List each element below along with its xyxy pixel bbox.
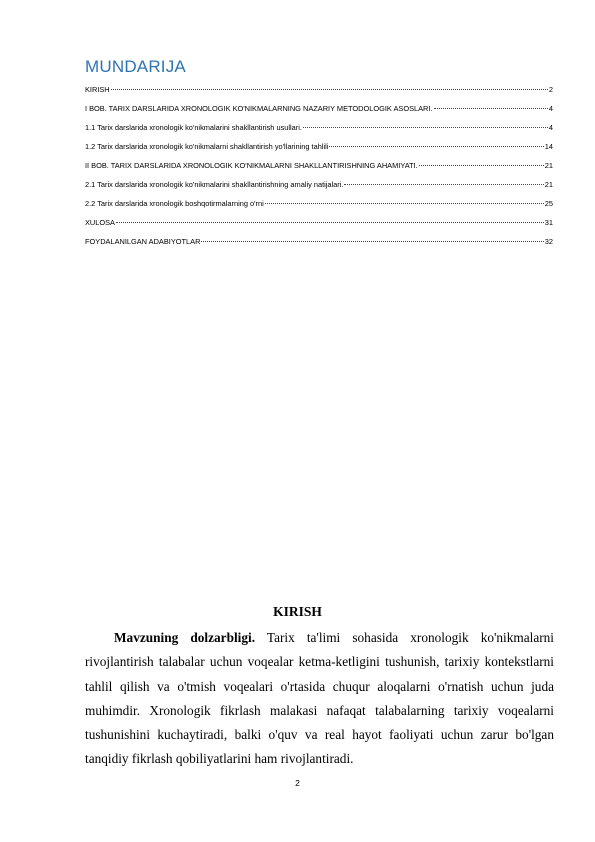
body-text <box>85 626 554 772</box>
toc-leader <box>201 241 543 242</box>
toc-leader <box>116 222 544 223</box>
toc-entry-chapter-1[interactable] <box>85 99 553 118</box>
page-number: 2 <box>295 778 300 788</box>
toc-entry-chapter-2[interactable] <box>85 156 553 175</box>
toc-entry-page: 21 <box>544 161 553 170</box>
toc-entry-text: II BOB. TARIX DARSLARIDA XRONOLOGIK KO'NIKMALARNI SHAKLLANTIRISHNING AHAMIYATI. <box>85 161 418 170</box>
toc-entry-section-1-1[interactable] <box>85 118 553 137</box>
toc-entry-page: 2 <box>548 85 553 94</box>
toc-entry-text: I BOB. TARIX DARSLARIDA XRONOLOGIK KO'NIKMALARNING NAZARIY METODOLOGIK ASOSLARI. <box>85 104 433 113</box>
toc-leader <box>344 184 543 185</box>
toc-entry-text: FOYDALANILGAN ADABIYOTLAR <box>85 237 201 246</box>
toc-entry-page: 31 <box>544 218 553 227</box>
toc-leader <box>419 165 544 166</box>
toc-entry-section-1-2[interactable] <box>85 137 553 156</box>
toc-entry-text: KIRISH <box>85 85 110 94</box>
toc-title: MUNDARIJA <box>85 57 186 76</box>
paragraph-text: Tarix ta'limi sohasida xronologik ko'nikmalarni rivojlantirish talabalar uchun voqealar ketma-ketligini tushunish, tarixiy kontekstlarni tahlil qilish va o'tmish voqealari o'rtasida chuqur aloqalarni o'rnatish uchun juda muhimdir. Xronologik fikrlash malakasi nafaqat talabalarning tarixiy voqealarni tushunishini kuchaytiradi, balki o'quv va real hayot faoliyati uchun zarur bo'lgan tanqidiy fikrlash qobiliyatlarini ham rivojlantiradi. <box>85 630 554 767</box>
toc-entry-page: 21 <box>544 180 553 189</box>
paragraph <box>85 626 554 772</box>
toc-leader <box>265 203 544 204</box>
toc-entry-page: 4 <box>548 104 553 113</box>
toc-entry-page: 32 <box>544 237 553 246</box>
toc-entry-section-2-2[interactable] <box>85 194 553 213</box>
toc-entry-page: 14 <box>544 142 553 151</box>
toc-entry-xulosa[interactable] <box>85 213 553 232</box>
toc-entry-page: 25 <box>544 199 553 208</box>
toc-leader <box>434 108 548 109</box>
paragraph-lead: Mavzuning dolzarbligi. <box>114 630 256 645</box>
table-of-contents <box>85 80 553 251</box>
toc-entry-kirish[interactable] <box>85 80 553 99</box>
toc-entry-page: 4 <box>548 123 553 132</box>
toc-entry-text: XULOSA <box>85 218 115 227</box>
toc-entry-section-2-1[interactable] <box>85 175 553 194</box>
toc-entry-text: 2.1 Tarix darslarida xronologik ko'nikmalarini shakllantirishning amaliy natijalari. <box>85 180 344 189</box>
toc-entry-references[interactable] <box>85 232 553 251</box>
toc-leader <box>303 127 548 128</box>
toc-leader <box>329 146 543 147</box>
toc-leader <box>111 89 548 90</box>
toc-entry-text: 2.2 Tarix darslarida xronologik boshqotirmalarning o'rni <box>85 199 264 208</box>
toc-entry-text: 1.1 Tarix darslarida xronologik ko'nikmalarini shakllantirish usullari. <box>85 123 302 132</box>
toc-entry-text: 1.2 Tarix darslarida xronologik ko'nikmalarni shakllantirish yo'llarining tahlili <box>85 142 329 151</box>
section-heading: KIRISH <box>273 604 322 619</box>
